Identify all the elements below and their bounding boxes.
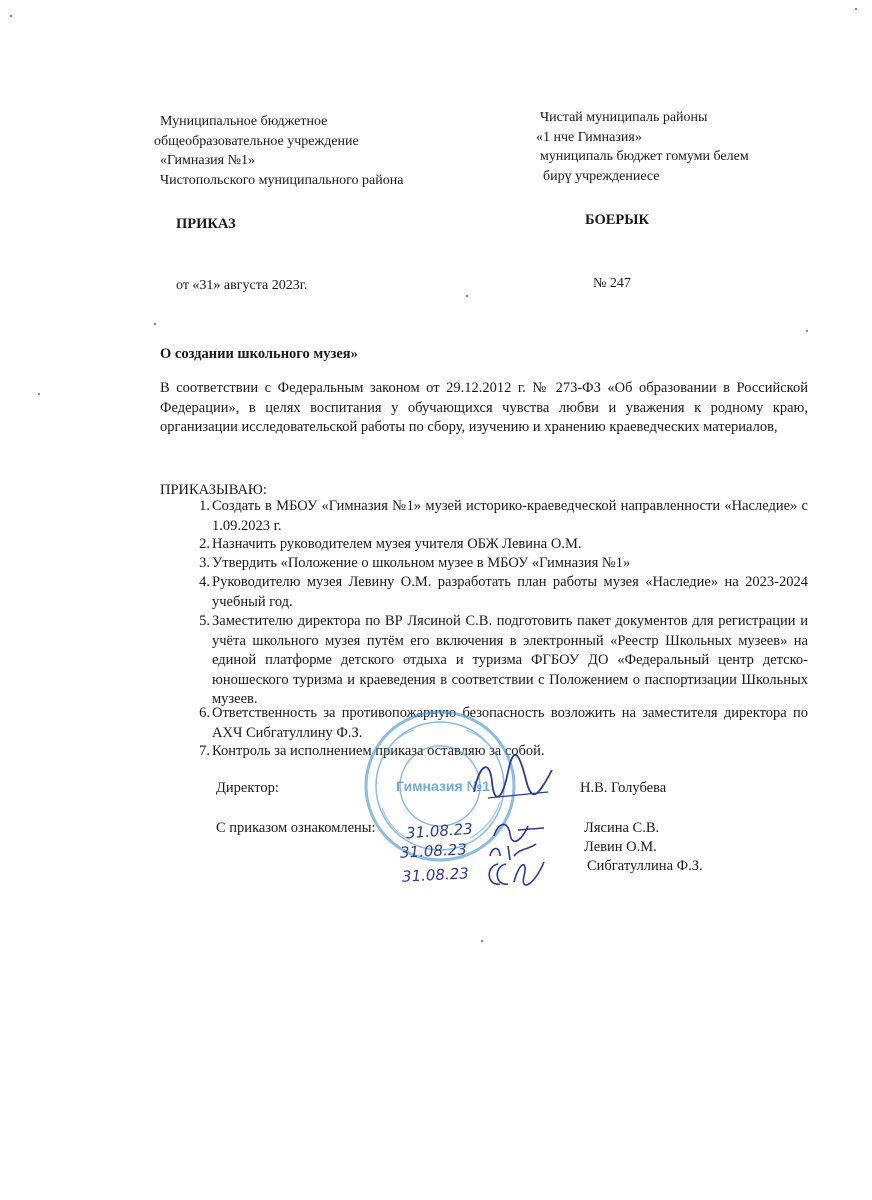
ack-name: Лясина С.В. [584,820,660,836]
item-number: 3. [199,555,210,571]
ack-label: С приказом ознакомлены: [216,820,376,836]
header-left-line: Чистопольского муниципального района [160,172,404,188]
item-number: 4. [199,574,210,590]
scan-speck [855,8,857,10]
order-number: № 247 [593,276,631,291]
header-right-line: «1 нче Гимназия» [536,129,642,145]
item-number: 5. [199,613,210,629]
director-signature [468,752,558,812]
preamble: В соответствии с Федеральным законом от 29.12.2012 г. № 273-ФЗ «Об образовании в Российской Федерации», в целях воспитания у обучающихся чувства любви и уважения к родному краю, организации исследовательской работы по сбору, изучению и хранению краеведческих материалов, [160,380,808,435]
ack-date: 31.08.23 [399,840,468,862]
scan-speck [481,940,483,942]
ack-date: 31.08.23 [405,819,474,843]
order-subject: О создании школьного музея» [160,346,358,362]
scan-speck [154,323,156,325]
item-text: Заместителю директора по ВР Лясиной С.В. подготовить пакет документов для регистрации и учёта школьного музея путём его включения в электронный «Реестр Школьных музеев» на единой платформе детского отдыха и туризма ФГБОУ ДО «Федеральный центр детско-юношеского туризма и краеведения в соответствии с Положением о паспортизации Школьных музеев. [212,613,808,707]
header-right-line: бирү учреждениесе [543,168,660,184]
ack-name: Сибгатуллина Ф.З. [587,858,703,874]
ack-signature-3 [484,856,550,892]
item-number: 2. [199,536,210,552]
stamp-text: Гимназия №1 [396,778,490,794]
scan-speck [10,15,12,17]
item-number: 7. [199,743,210,759]
header-left-line: общеобразовательное учреждение [154,133,359,149]
item-text: Контроль за исполнением приказа оставляю за собой. [212,743,545,759]
director-name: Н.В. Голубева [580,780,667,796]
header-left-line: Муниципальное бюджетное [160,114,328,129]
order-date: от «31» августа 2023г. [176,278,308,293]
header-right [536,108,749,186]
item-text: Создать в МБОУ «Гимназия №1» музей историко-краеведческой направленности «Наследие» с 1.09.2023 г. [212,498,808,534]
order-word: ПРИКАЗЫВАЮ: [160,482,267,498]
director-label: Директор: [216,780,279,796]
ack-date: 31.08.23 [401,864,470,886]
scan-speck [806,330,808,332]
item-number: 6. [199,705,210,721]
item-number: 1. [199,498,210,514]
header-right-line: Чистай муниципаль районы [540,110,708,125]
header-left-line: «Гимназия №1» [160,153,255,168]
scan-speck [38,393,40,395]
title-boeryk: БОЕРЫК [585,212,650,228]
scan-speck [466,295,468,297]
item-text: Руководителю музея Левину О.М. разработать план работы музея «Наследие» на 2023-2024 учебный год. [212,574,808,610]
title-prikaz: ПРИКАЗ [176,216,236,232]
ack-name: Левин О.М. [584,839,657,855]
header-right-line: муниципаль бюджет гомуми белем [540,149,749,164]
item-text: Утвердить «Положение о школьном музее в МБОУ «Гимназия №1» [212,555,631,571]
item-text: Ответственность за противопожарную безопасность возложить на заместителя директора по АХЧ Сибгатуллину Ф.З. [212,705,808,741]
header-left [154,112,404,190]
item-text: Назначить руководителем музея учителя ОБЖ Левина О.М. [212,536,582,552]
